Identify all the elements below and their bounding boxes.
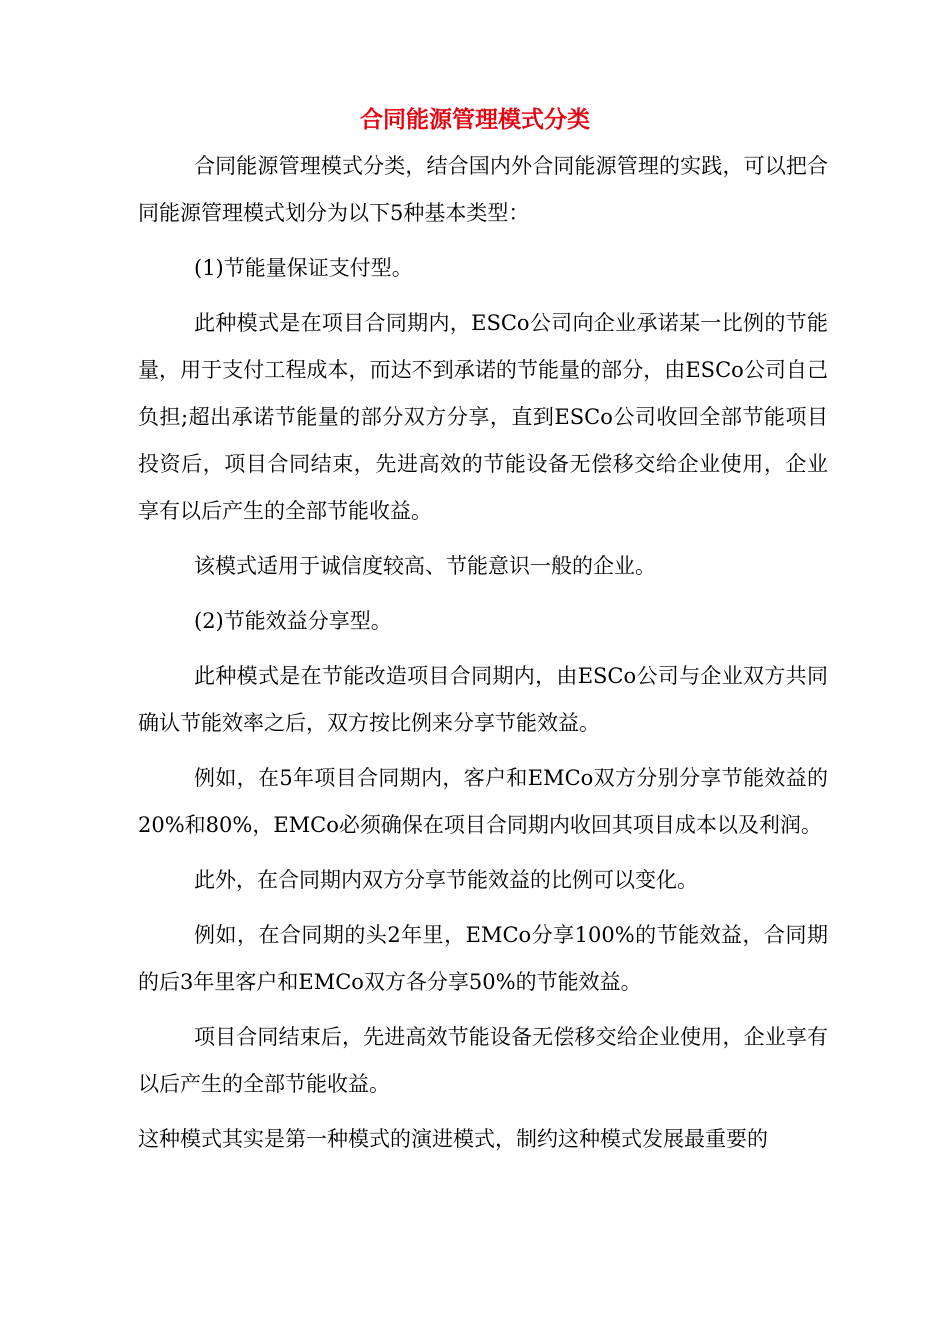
paragraph-type-1-description: 此种模式是在项目合同期内，ESCo公司向企业承诺某一比例的节能量，用于支付工程成本，而达不到承诺的节能量的部分，由ESCo公司自己负担;超出承诺节能量的部分双方分享，直到ESCo公司收回全部节能项目投资后，项目合同结束，先进高效的节能设备无偿移交给企业使用，企业享有以后产生的全部节能收益。 [138,311,828,523]
paragraph-type-1-applicability: 该模式适用于诚信度较高、节能意识一般的企业。 [194,554,656,578]
document-title: 合同能源管理模式分类 [360,107,590,133]
paragraph-type-2-variation: 此外，在合同期内双方分享节能效益的比例可以变化。 [194,868,698,892]
paragraph-type-2-contract-end: 项目合同结束后，先进高效节能设备无偿移交给企业使用，企业享有以后产生的全部节能收益。 [138,1025,828,1096]
paragraph-type-2-example-1: 例如，在5年项目合同期内，客户和EMCo双方分别分享节能效益的20%和80%，EMCo必须确保在项目合同期内收回其项目成本以及利润。 [138,766,828,837]
paragraph-type-2-example-2: 例如，在合同期的头2年里，EMCo分享100%的节能效益，合同期的后3年里客户和EMCo双方各分享50%的节能效益。 [138,923,828,994]
document-body [138,143,828,1171]
paragraph-type-2-description: 此种模式是在节能改造项目合同期内，由ESCo公司与企业双方共同确认节能效率之后，双方按比例来分享节能效益。 [138,664,828,735]
paragraph-type-1-heading: (1)节能量保证支付型。 [194,256,413,280]
paragraph-intro: 合同能源管理模式分类，结合国内外合同能源管理的实践，可以把合同能源管理模式划分为以下5种基本类型： [138,154,828,225]
paragraph-type-2-heading: (2)节能效益分享型。 [194,609,392,633]
paragraph-type-2-remark: 这种模式其实是第一种模式的演进模式，制约这种模式发展最重要的 [138,1127,768,1151]
